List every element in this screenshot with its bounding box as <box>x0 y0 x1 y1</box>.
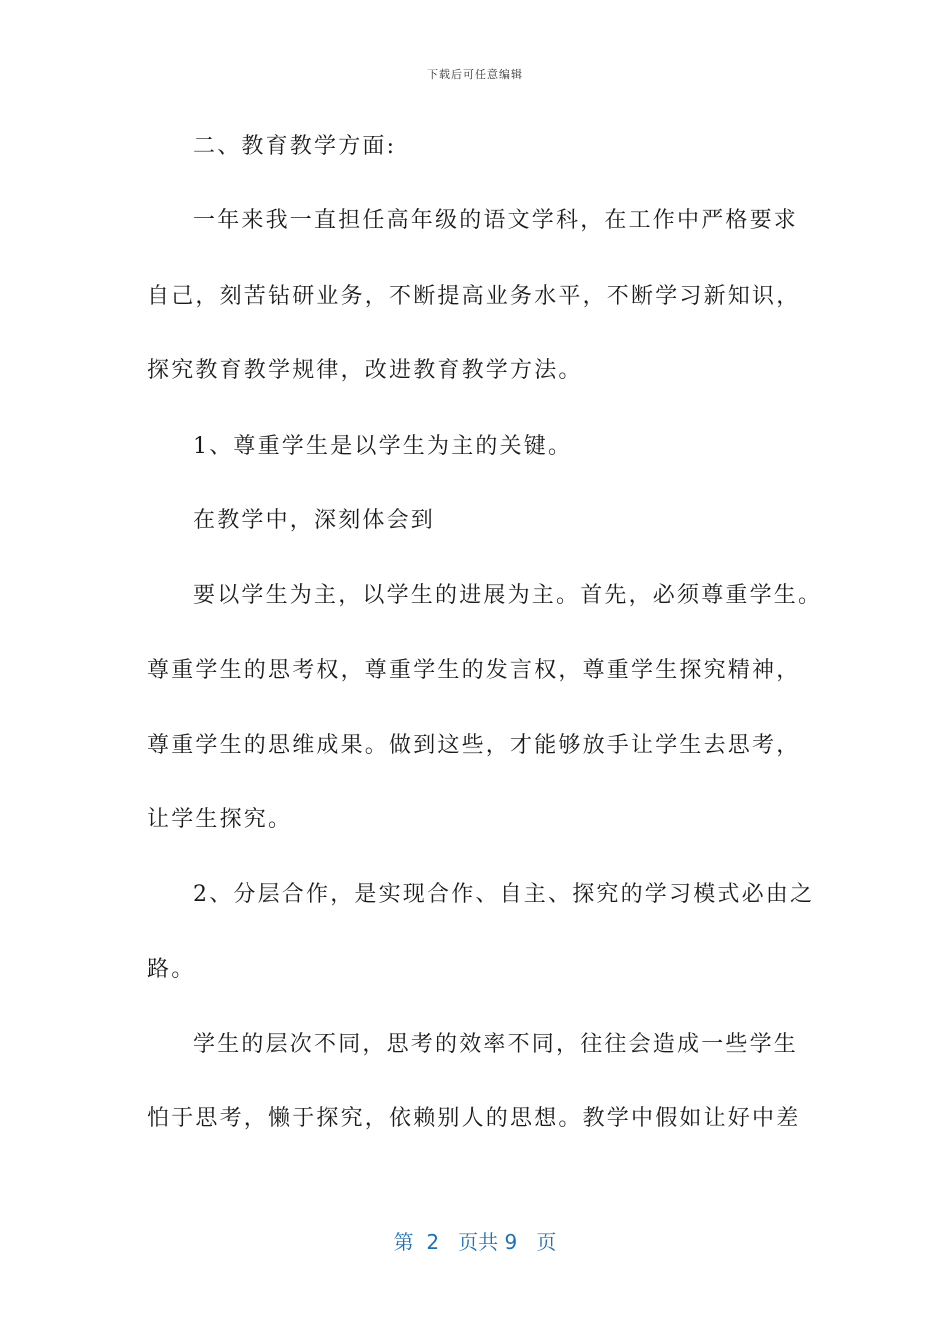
paragraph-line: 探究教育教学规律，改进教育教学方法。 <box>147 358 583 383</box>
paragraph-line: 学生的层次不同，思考的效率不同，往往会造成一些学生 <box>193 1032 799 1057</box>
total-pages-number: 9 <box>504 1230 518 1254</box>
paragraph-line: 在教学中，深刻体会到 <box>193 508 436 533</box>
section-heading: 二、教育教学方面: <box>193 134 397 159</box>
subheading-line: 2、分层合作，是实现合作、自主、探究的学习模式必由之 <box>193 882 815 907</box>
page-prefix: 第 <box>393 1230 414 1254</box>
paragraph-line: 怕于思考，懒于探究，依赖别人的思想。教学中假如让好中差 <box>147 1106 801 1131</box>
header-note: 下载后可任意编辑 <box>427 68 523 81</box>
paragraph-line: 尊重学生的思考权，尊重学生的发言权，尊重学生探究精神， <box>147 658 801 683</box>
page-mid-text: 页共 <box>458 1230 499 1254</box>
paragraph-line: 要以学生为主，以学生的进展为主。首先，必须尊重学生。 <box>193 583 823 608</box>
current-page-number: 2 <box>426 1230 440 1254</box>
paragraph-line: 让学生探究。 <box>147 807 293 832</box>
subheading-line: 1、尊重学生是以学生为主的关键。 <box>193 434 573 459</box>
paragraph-line: 尊重学生的思维成果。做到这些，才能够放手让学生去思考， <box>147 733 801 758</box>
page-footer <box>0 1226 950 1255</box>
page-suffix: 页 <box>536 1230 557 1254</box>
paragraph-line: 一年来我一直担任高年级的语文学科，在工作中严格要求 <box>193 208 799 233</box>
paragraph-line: 路。 <box>147 957 196 982</box>
paragraph-line: 自己，刻苦钻研业务，不断提高业务水平，不断学习新知识， <box>147 284 801 309</box>
